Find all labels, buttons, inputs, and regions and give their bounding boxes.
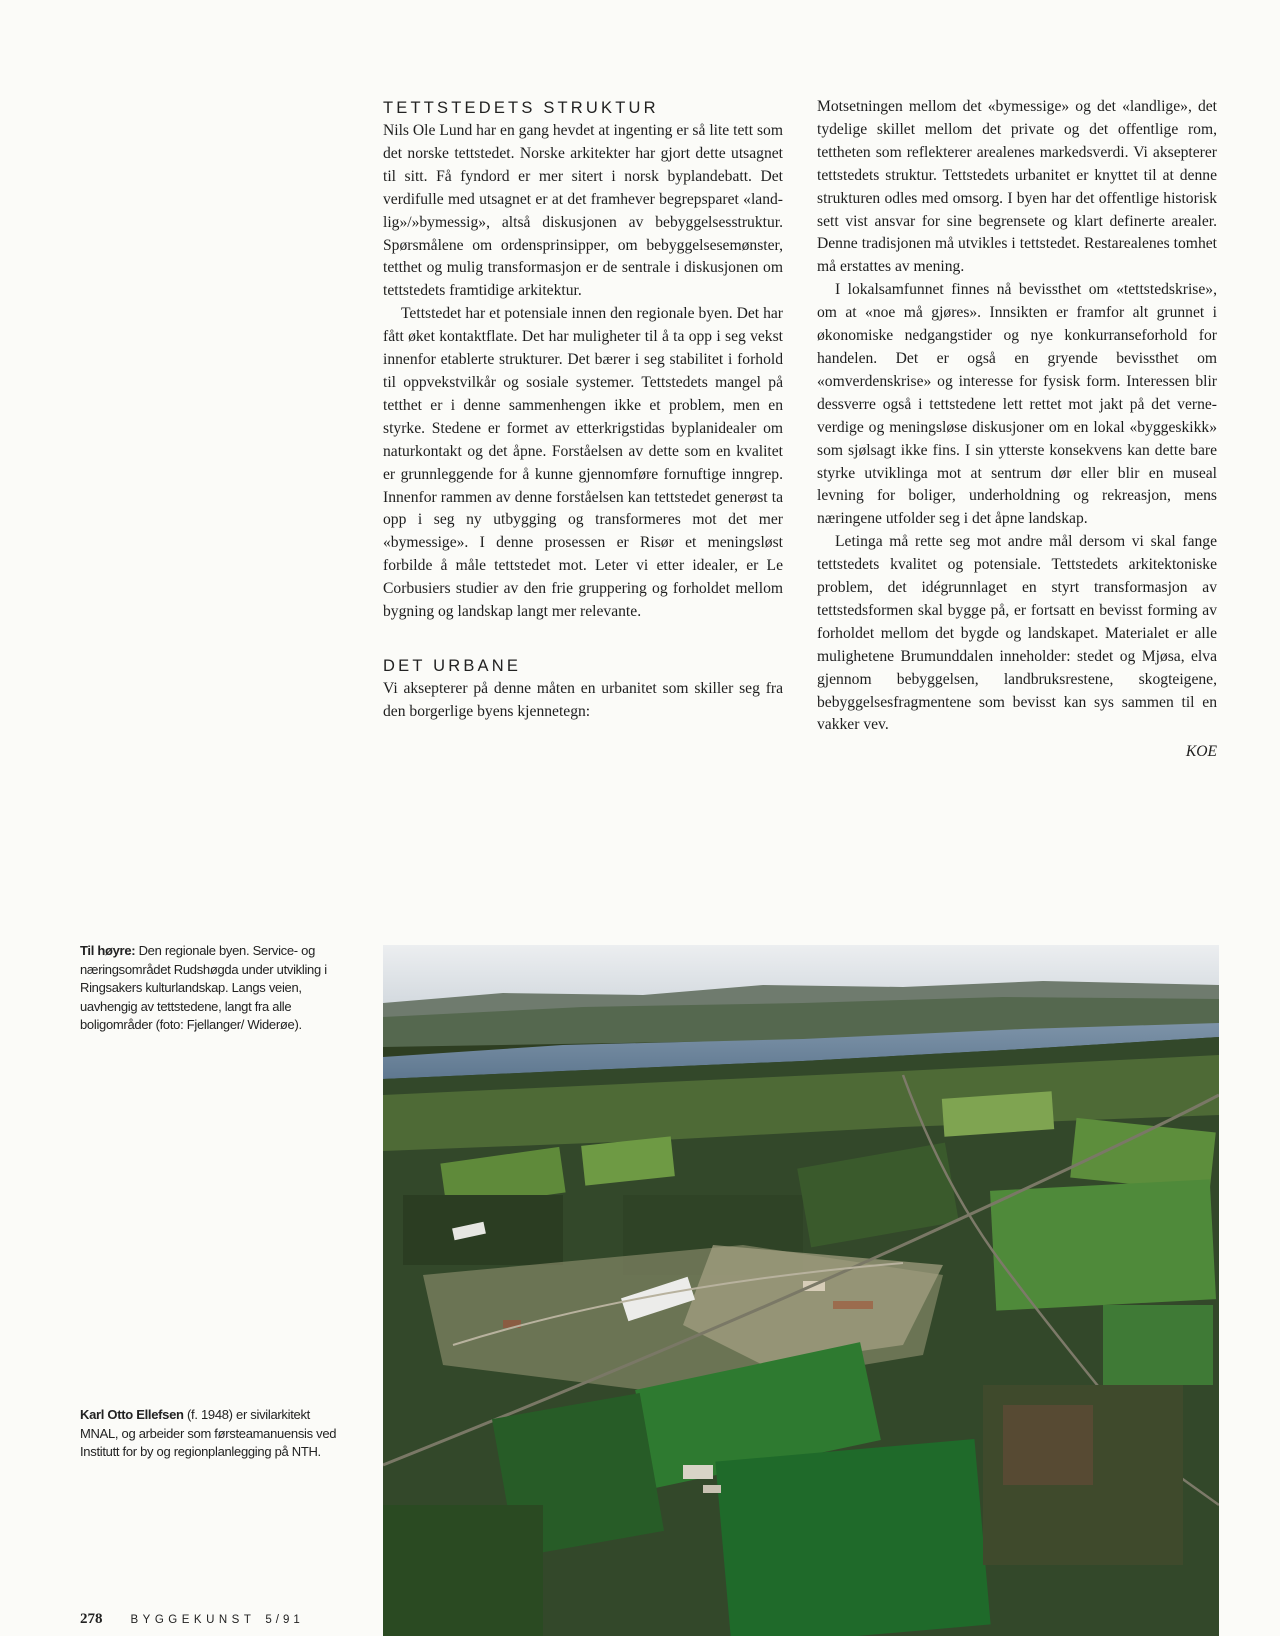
section-heading-urban: DET URBANE [383, 656, 522, 675]
author-signature: KOE [1185, 743, 1217, 761]
aerial-landscape-image [383, 945, 1219, 1636]
article-paragraph: Letinga må rette seg mot andre mål dersom vi skal fange tettstedets kvalitet og potensiale. Tettstedets arkitektoniske problem, det idégrunnlaget en styrt transformasjon av tettstedsformen skal bygge på, er fortsatt en bevisst forming av forholdet mellom det bygde og landskapet. Materialet er alle mulighetene Brumunddalen inneholder: stedet og Mjøsa, elva gjennom bebyggelsen, landbruksrestene, skogteigene, bebyggelsesfragmentene som bevisst kan sys sammen til en vakker vev. [817, 533, 1217, 734]
article-paragraph: Motsetningen mellom det «bymessige» og det «landlige», det tydelige skillet mellom det private og det offentlige rom, tettheten som reflekterer arealenes markedsverdi. Vi aksepterer tettstedets struktur. Tettstedets urbanitet er knyttet til at denne strukturen odles med omsorg. I byen har det offentlige historisk sett vist ansvar for sine begrensete og klart definerte arealer. Denne tradisjonen må utvikles i tettstedet. Restarealenes tomhet må erstattes av mening. [817, 98, 1217, 276]
article-paragraph: I lokalsamfunnet finnes nå bevissthet om «tettstedskrise», om at «noe må gjøres». Innsikten er framfor alt grunnet i økonomiske nedgangstider og nye konkurranseforhold for handelen. Det er også en gryende bevissthet om «omverdenskrise» og interesse for fysisk form. Interessen blir dessverre også i tettstedene lett rettet mot jakt på det verneverdige og meningsløse diskusjoner om en lokal «byggeskikk» som sjølsagt ikke fins. I sin ytterste konsekvens kan dette bare styrke utviklinga mot at sentrum dør eller blir en museal levning for boliger, underholdning og rekreasjon, mens næringene utfolder seg i det åpne landskap. [817, 281, 1217, 528]
article-left-column [383, 96, 783, 724]
page-footer [80, 1611, 304, 1628]
author-bio [80, 1406, 342, 1462]
photo-caption [80, 942, 342, 1035]
article-paragraph: Tettstedet har et potensiale innen den regionale byen. Det har fått øket kontaktflate. Det har muligheter til å ta opp i seg vekst innenfor etablerte strukturer. Det bærer i seg stabilitet i forhold til oppvekstvilkår og sosiale systemer. Tettstedets mangel på tetthet er i denne sammenhengen ikke et problem, men en styrke. Stedene er formet av etterkrigstidas byplanidealer om naturkontakt og det åpne. Forståelsen av dette som en kvalitet er grunnleggende for å kunne gjennomføre fornuftige inngrep. Innenfor rammen av denne forståelsen kan tettstedet generøst ta opp i seg ny utbygging og transformeres mot det mer «bymessige». I denne prosessen er Risør et meningsløst forbilde å måle tettstedet mot. Leter vi etter idealer, er Le Corbusiers studier av den frie gruppering og forholdet mellom bygning og landskap langt mer relevante. [383, 305, 783, 621]
photo-caption-lead: Til høyre: [80, 943, 136, 958]
article-paragraph: Vi aksepterer på denne måten en urbanitet som skiller seg fra den borgerlige byens kjennetegn: [383, 679, 783, 720]
page-number: 278 [80, 1611, 103, 1627]
issue-number: 5/91 [265, 1614, 304, 1626]
article-right-column [817, 96, 1217, 764]
publication-name: BYGGEKUNST [130, 1614, 256, 1626]
author-bio-text: (f. 1948) er sivilarkitekt MNAL, og arbeider som førsteamanuensis ved Institutt for by og regionplanlegging på NTH. [80, 1407, 337, 1460]
author-name: Karl Otto Ellefsen [80, 1407, 184, 1422]
section-heading-structure: TETTSTEDETS STRUKTUR [383, 99, 659, 117]
aerial-photo [383, 945, 1219, 1636]
article-paragraph: Nils Ole Lund har en gang hevdet at ingenting er så lite tett som det norske tettstedet. Norske arkitekter har gjort dette utsagnet til sitt. Få fyndord er mer sitert i norsk byplandebatt. Det verdifulle med utsagnet er at det framhever begrepsparet «landlig»/»bymessig», altså diskusjonen av bebyggelsesstruktur. Spørsmålene om ordensprinsipper, om bebyggelsesemønster, tetthet og mulig transformasjon er de sentrale i diskusjonen om tettstedets framtidige arkitektur. [383, 122, 783, 300]
photo-caption-text: Den regionale byen. Service- og næringsområdet Rudshøgda under utvikling i Ringsakers kulturlandskap. Langs veien, uavhengig av tettstedene, langt fra alle boligområder (foto: Fjellanger/ Widerøe). [80, 943, 327, 1033]
